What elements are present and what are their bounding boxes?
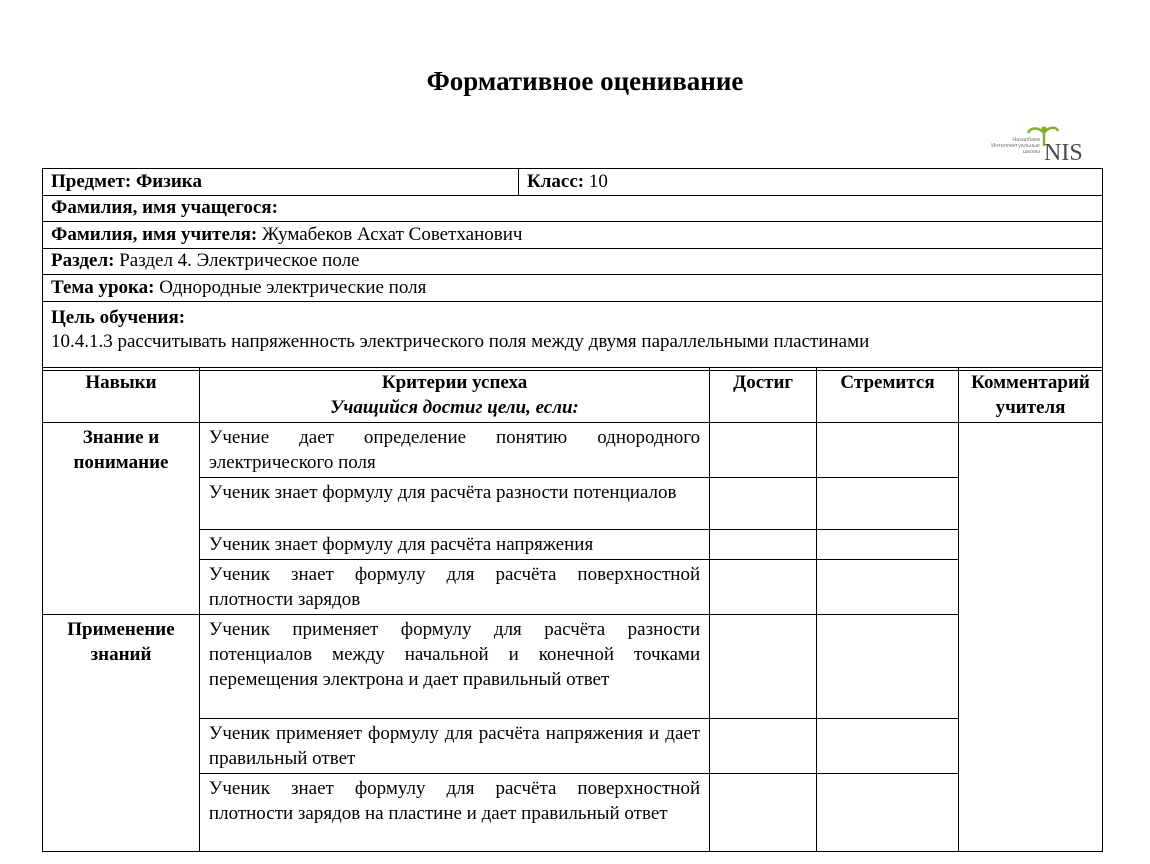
header-strives: Стремится xyxy=(817,368,959,423)
page-title: Формативное оценивание xyxy=(426,66,744,96)
achieved-cell[interactable] xyxy=(710,560,817,615)
header-criteria xyxy=(199,368,709,423)
skill-application: Применение знаний xyxy=(43,615,200,852)
achieved-cell[interactable] xyxy=(710,478,817,530)
achieved-cell[interactable] xyxy=(710,774,817,852)
teacher-cell xyxy=(43,222,1103,249)
strives-cell[interactable] xyxy=(817,615,959,719)
criteria-table xyxy=(42,367,1103,852)
header-criteria-title: Критерии успеха xyxy=(381,372,528,393)
goal-value: 10.4.1.3 рассчитывать напряженность электрического поля между двумя параллельными пластинами xyxy=(51,330,870,352)
subject-value: Физика xyxy=(135,170,202,192)
logo-small-text: Назарбаев Интеллектуальные школы xyxy=(991,137,1040,155)
nis-logo xyxy=(978,124,1104,166)
criterion-2: Ученик знает формулу для расчёта разности потенциалов xyxy=(199,478,709,530)
section-label: Раздел: xyxy=(51,250,115,272)
header-criteria-sub: Учащийся достиг цели, если: xyxy=(330,397,579,418)
subject-label: Предмет: xyxy=(51,170,132,192)
topic-value: Однородные электрические поля xyxy=(159,276,427,298)
student-label: Фамилия, имя учащегося: xyxy=(51,197,278,219)
goal-label: Цель обучения: xyxy=(51,306,186,328)
header-achieved: Достиг xyxy=(710,368,817,423)
goal-cell xyxy=(43,301,1103,370)
topic-cell xyxy=(43,275,1103,302)
class-label: Класс: xyxy=(527,170,585,192)
achieved-cell[interactable] xyxy=(710,530,817,560)
info-table xyxy=(42,168,1103,371)
strives-cell[interactable] xyxy=(817,560,959,615)
achieved-cell[interactable] xyxy=(710,423,817,478)
criterion-3: Ученик знает формулу для расчёта напряжения xyxy=(199,530,709,560)
section-value: Раздел 4. Электрическое поле xyxy=(119,250,360,272)
class-value: 10 xyxy=(588,170,608,192)
strives-cell[interactable] xyxy=(817,478,959,530)
teacher-label: Фамилия, имя учителя: xyxy=(51,223,258,245)
strives-cell[interactable] xyxy=(817,719,959,774)
header-comment: Комментарий учителя xyxy=(959,368,1103,423)
achieved-cell[interactable] xyxy=(710,719,817,774)
header-skills: Навыки xyxy=(43,368,200,423)
achieved-cell[interactable] xyxy=(710,615,817,719)
comment-cell[interactable] xyxy=(959,423,1103,852)
skill-knowledge: Знание и понимание xyxy=(43,423,200,615)
subject-cell xyxy=(43,169,519,196)
strives-cell[interactable] xyxy=(817,423,959,478)
section-cell xyxy=(43,248,1103,275)
strives-cell[interactable] xyxy=(817,530,959,560)
criterion-7: Ученик знает формулу для расчёта поверхностной плотности зарядов на пластине и дает правильный ответ xyxy=(199,774,709,852)
criterion-4: Ученик знает формулу для расчёта поверхностной плотности зарядов xyxy=(199,560,709,615)
teacher-value: Жумабеков Асхат Советханович xyxy=(261,223,523,245)
class-cell xyxy=(519,169,1103,196)
strives-cell[interactable] xyxy=(817,774,959,852)
topic-label: Тема урока: xyxy=(51,276,155,298)
criterion-1: Учение дает определение понятию однородного электрического поля xyxy=(199,423,709,478)
criterion-5: Ученик применяет формулу для расчёта разности потенциалов между начальной и конечной точками перемещения электрона и дает правильный ответ xyxy=(199,615,709,719)
logo-brand: NIS xyxy=(1044,140,1083,166)
student-cell xyxy=(43,195,1103,222)
criterion-6: Ученик применяет формулу для расчёта напряжения и дает правильный ответ xyxy=(199,719,709,774)
